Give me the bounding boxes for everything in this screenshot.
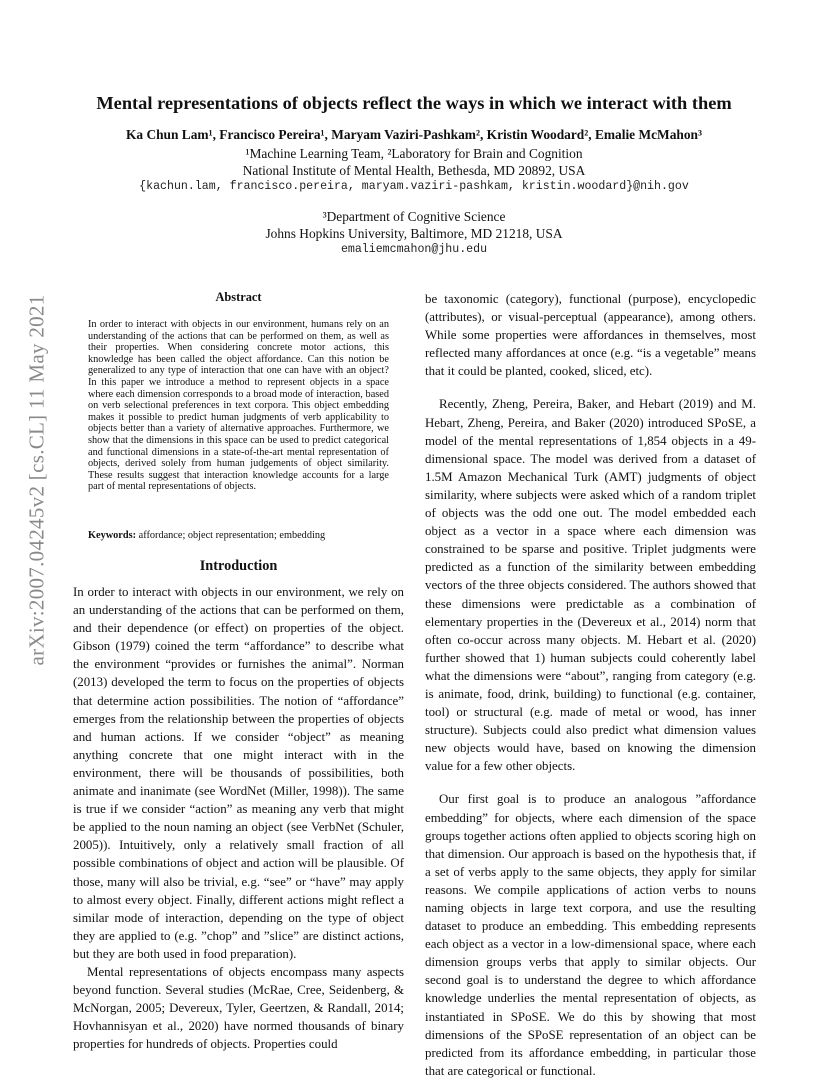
intro-paragraph-2-continued: be taxonomic (category), functional (purpose), encyclopedic (attributes), or visual-perceptual (appearance), among others. While some properties were affordances in themselves, most reflected many affordances at once (e.g. “is a vegetable” means that it could be planted, cooked, sliced, etc). [425, 292, 756, 379]
paper-title: Mental representations of objects reflect the ways in which we interact with them [96, 93, 732, 113]
abstract-text: In order to interact with objects in our environment, humans rely on an understanding of the actions that can be performed on them, as well as their properties. When considering concrete motor actions, this knowledge has been called the object affordance. Can this notion be generalized to any type of interaction that one can have with an object? In this paper we introduce a method to represent objects in a space where each dimension corresponds to a broad mode of interaction, based on verb selectional preferences in text corpora. This object embedding makes it possible to predict human judgments of verb applicability to objects better than a variety of alternative approaches. Furthermore, we show that the dimensions in this space can be used to predict categorical and functional dimensions in a state-of-the-art mental representation of objects, derived solely from human judgements of object similarity. These results suggest that interaction knowledge accounts for a large part of mental representations of objects. [88, 319, 389, 493]
arxiv-sidebar [22, 280, 52, 680]
left-column-body [73, 583, 404, 1053]
affiliation-jhu-dept: ³Department of Cognitive Science [322, 209, 506, 224]
intro-paragraph-1: In order to interact with objects in our environment, we rely on an understanding of the actions that can be performed on them, and their dependence (or effect) on properties of the object. Gibson (1979) coined the term “affordance” to describe what the environment “provides or furnishes the animal”. Norman (2013) developed the term to focus on the properties of objects that determine action possibilities. The notion of “affordance” emerges from the relationship between the properties of objects and human actions. If we consider “object” as meaning anything concrete that one might interact with in the environment, there will be thousands of possibilities, both animate and inanimate (see WordNet (Miller, 1998)). The same is true if we consider “action” as meaning any verb that might be applied to the noun naming an object (see VerbNet (Schuler, 2005)). Intuitively, only a relatively small fraction of all possible combinations of object and action will be plausible. Of those, many will also be trivial, e.g. “see” or “have” may apply to almost every object. Finally, different actions might reflect a similar mode of interaction, depending on the type of object they are applied to (e.g. ”chop” and ”slice” are distinct actions, but they are both used in food preparation). [73, 585, 404, 961]
arxiv-identifier: arXiv:2007.04245v2 [cs.CL] 11 May 2021 [24, 294, 49, 666]
intro-paragraph-4: Our first goal is to produce an analogous ”affordance embedding” for objects, where each dimension of the space groups together actions often applied to objects scoring high on that dimension. Our approach is based on the hypothesis that, if a set of verbs apply to the same objects, they apply for similar reasons. We compile applications of action verbs to nouns naming objects in large text corpora, and use the resulting dataset to produce an embedding. This embedding represents each object as a vector in a low-dimensional space, where each dimension groups verbs that apply to similar objects. Our second goal is to understand the degree to which affordance knowledge underlies the mental representation of objects, as instantiated in SPoSE. We do this by showing that most dimensions of the SPoSE representation of an object can be predicted from its affordance embedding, in particular those that are categorical or functional. [425, 792, 756, 1078]
affiliation-jhu-address: Johns Hopkins University, Baltimore, MD 21218, USA [265, 226, 563, 241]
intro-paragraph-3: Recently, Zheng, Pereira, Baker, and Hebart (2019) and M. Hebart, Zheng, Pereira, and Baker (2020) introduced SPoSE, a model of the mental representations of 1,854 objects in a 49-dimensional space. The model was derived from a dataset of 1.5M Amazon Mechanical Turk (AMT) judgments of object similarity, where subjects were asked which of a random triplet of objects was the odd one out. The model embedded each object as a vector in a space where each dimension was constrained to be sparse and positive. Triplet judgments were predicted as a function of the similarity between embedding vectors of the three objects considered. The authors showed that these dimensions were predictable as a combination of elementary properties in the (Devereux et al., 2014) norm that often co-occur across many objects. M. Hebart et al. (2020) further showed that 1) human subjects could coherently label what the dimensions were “about”, ranging from category (e.g. is animate, food, drink, building) to functional (e.g. container, tool) or structural (e.g. made of metal or wood, has inner structure). Subjects could also predict what dimension values new objects would have, based on knowing the dimension value for a few other objects. [425, 397, 756, 774]
keywords-list: affordance; object representation; embedding [138, 530, 326, 541]
introduction-heading: Introduction [199, 558, 278, 574]
intro-paragraph-2: Mental representations of objects encompass many aspects beyond function. Several studies (McRae, Cree, Seidenberg, & McNorgan, 2005; Devereux, Tyler, Geertzen, & Randall, 2014; Hovhannisyan et al., 2020) have normed thousands of binary properties for hundreds of objects. Properties could [73, 964, 404, 1052]
keywords-label: Keywords: [88, 530, 137, 541]
keywords [88, 530, 389, 541]
right-column-body [425, 290, 756, 1080]
affiliation-nih-address: National Institute of Mental Health, Bethesda, MD 20892, USA [242, 163, 586, 178]
abstract-heading: Abstract [215, 290, 262, 304]
author-email-jhu: emaliemcmahon@jhu.edu [340, 243, 488, 256]
affiliation-nih-teams: ¹Machine Learning Team, ²Laboratory for Brain and Cognition [245, 146, 583, 161]
author-emails-nih: {kachun.lam, francisco.pereira, maryam.vaziri-pashkam, kristin.woodard}@nih.gov [139, 180, 689, 193]
author-list: Ka Chun Lam¹, Francisco Pereira¹, Maryam Vaziri-Pashkam², Kristin Woodard², Emalie McMahon³ [125, 127, 702, 142]
